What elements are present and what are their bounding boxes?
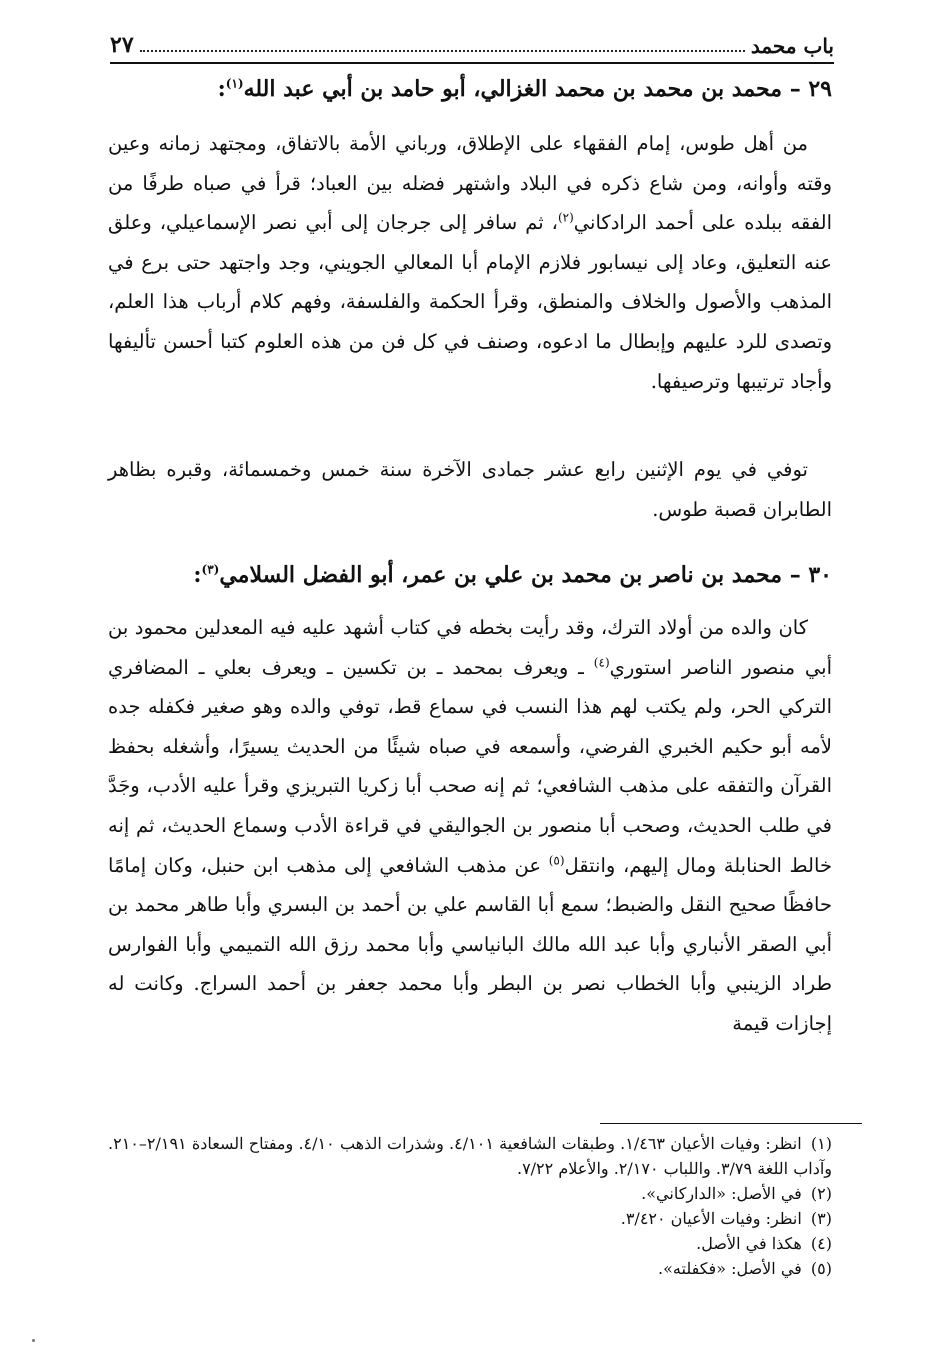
scan-speck [32, 1339, 35, 1342]
footnote-5: (٥) في الأصل: «فكفلته». [658, 1259, 832, 1278]
running-header [110, 26, 834, 64]
footnote-ref: (٥) [548, 853, 565, 868]
page-number: ٢٧ [110, 32, 134, 58]
chapter-title: باب محمد [750, 34, 834, 58]
header-leader-dots [140, 50, 745, 52]
entry-heading-text: ٣٠ – محمد بن ناصر بن محمد بن علي بن عمر، أبو الفضل السلامي [219, 562, 832, 588]
footnote-3: (٣) انظر: وفيات الأعيان ٣/٤٢٠. [620, 1209, 832, 1228]
footnote-separator [600, 1123, 862, 1124]
entry-heading-29: ٢٩ – محمد بن محمد بن محمد الغزالي، أبو حامد بن أبي عبد الله$^{(١)}$: [217, 76, 832, 102]
footnote-ref: (٤) [593, 655, 610, 670]
footnote-ref: (١) [225, 76, 244, 91]
entry-29-paragraph-1: من أهل طوس، إمام الفقهاء على الإطلاق، ورباني الأمة بالاتفاق، ومجتهد زمانه وعين وقته وأوانه، ومن شاع ذكره في البلاد واشتهر فضله بين العباد؛ قرأ في صباه طرفًا من الفقه ببلده على أحمد الرادكاني$^{(٢)}$، ثم سافر إلى جرجان إلى أبي نصر الإسماعيلي، وعلق عنه التعليق، وعاد إلى نيسابور فلازم الإمام أبا المعالي الجويني، وجد واجتهد حتى برع في المذهب والأصول والخلاف والمنطق، وقرأ الحكمة والفلسفة، وفهم كلام أرباب هذا العلم، وتصدى للرد عليهم وإبطال ما ادعوه، وصنف في كل فن من هذه العلوم كتبا أحسن تأليفها وأجاد ترتيبها وترصيفها. [108, 132, 832, 393]
footnote-ref: (٣) [201, 562, 220, 577]
footnote-1: (١) انظر: وفيات الأعيان ١/٤٦٣. وطبقات الشافعية ٤/١٠١. وشذرات الذهب ٤/١٠. ومفتاح السعادة ٢/١٩١–٢١٠. وآداب اللغة ٣/٧٩. واللباب ٢/١٧٠. والأعلام ٧/٢٢. [108, 1134, 832, 1178]
entry-30-paragraph-1: كان والده من أولاد الترك، وقد رأيت بخطه في كتاب أشهد عليه فيه المعدلين محمود بن أبي منصور الناصر استوري$^{(٤)}$ ـ ويعرف بمحمد ـ بن تكسين ـ ويعرف بعلي ـ المضافري التركي الحر، ولم يكتب لهم هذا النسب في سماع قط، توفي والده وهو صغير فكفله جده لأمه أبو حكيم الخبري الفرضي، وأسمعه في صباه شيئًا من الحديث يسيرًا، وأشغله بحفظ القرآن والتفقه على مذهب الشافعي؛ ثم إنه صحب أبا زكريا التبريزي وقرأ عليه الأدب، وجَدَّ في طلب الحديث، وصحب أبا منصور بن الجواليقي في قراءة الأدب وسماع الحديث، ثم إنه خالط الحنابلة ومال إليهم، وانتقل$^{(٥)}$ عن مذهب الشافعي إلى مذهب ابن حنبل، وكان إمامًا حافظًا صحيح النقل والضبط؛ سمع أبا القاسم علي بن أحمد بن البسري وأبا طاهر محمد بن أبي الصقر الأنباري وأبا عبد الله مالك البانياسي وأبا محمد رزق الله التميمي وأبا الفوارس طراد الزينبي وأبا الخطاب نصر بن البطر وأبا محمد جعفر بن أحمد السراج. وكانت له إجازات قيمة [108, 616, 833, 1035]
footnote-4: (٤) هكذا في الأصل. [696, 1234, 832, 1253]
footnote-2: (٢) في الأصل: «الداركاني». [641, 1184, 832, 1203]
footnote-ref: (٢) [557, 210, 574, 225]
entry-heading-30: ٣٠ – محمد بن ناصر بن محمد بن علي بن عمر، أبو الفضل السلامي$^{(٣)}$: [193, 562, 832, 588]
footnotes [108, 1131, 832, 1281]
entry-heading-text: ٢٩ – محمد بن محمد بن محمد الغزالي، أبو حامد بن أبي عبد الله [243, 76, 832, 102]
entry-29-paragraph-2: توفي في يوم الإثنين رابع عشر جمادى الآخرة سنة خمس وخمسمائة، وقبره بظاهر الطابران قصبة طوس. [108, 458, 832, 521]
